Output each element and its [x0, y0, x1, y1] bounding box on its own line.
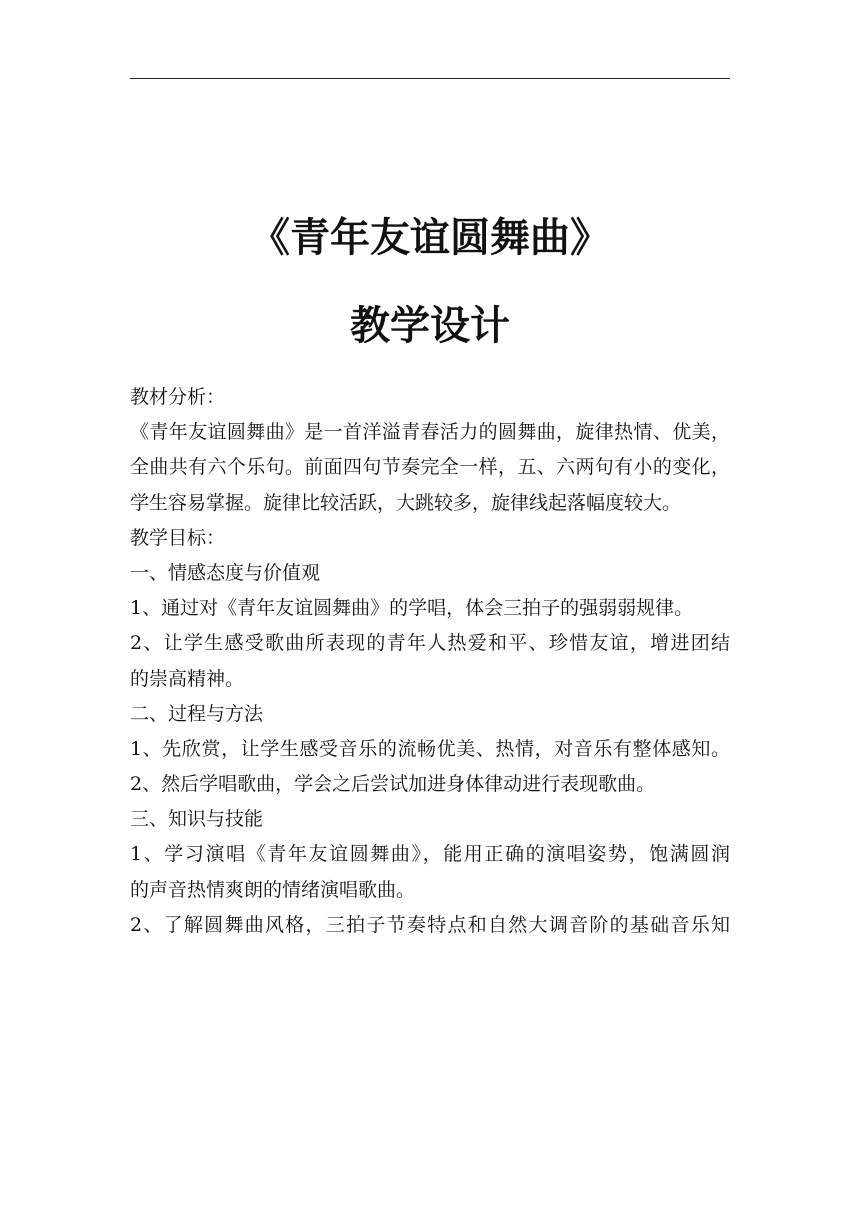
text-line: 的崇高精神。: [130, 667, 245, 690]
text-line: 三、知识与技能: [130, 808, 264, 831]
text-line: 2、了解圆舞曲风格，三拍子节奏特点和自然大调音阶的基础音乐知: [130, 913, 730, 936]
text-line: 2、让学生感受歌曲所表现的青年人热爱和平、珍惜友谊，增进团结: [130, 632, 730, 655]
text-line: 二、过程与方法: [130, 702, 264, 725]
text-line: 1、学习演唱《青年友谊圆舞曲》，能用正确的演唱姿势，饱满圆润: [130, 843, 730, 866]
document-title: 《青年友谊圆舞曲》: [250, 215, 610, 261]
text-line: 教学目标：: [130, 526, 226, 549]
document-subtitle: 教学设计: [350, 303, 510, 349]
text-line: 1、先欣赏，让学生感受音乐的流畅优美、热情，对音乐有整体感知。: [130, 737, 730, 760]
text-line: 的声音热情爽朗的情绪演唱歌曲。: [130, 878, 416, 901]
text-line: 1、通过对《青年友谊圆舞曲》的学唱，体会三拍子的强弱弱规律。: [130, 597, 694, 620]
text-line: 一、情感态度与价值观: [130, 561, 321, 584]
text-line: 2、然后学唱歌曲，学会之后尝试加进身体律动进行表现歌曲。: [130, 773, 656, 796]
header-rule: [130, 78, 730, 79]
text-line: 全曲共有六个乐句。前面四句节奏完全一样，五、六两句有小的变化，: [130, 456, 730, 479]
text-line: 教材分析：: [130, 386, 226, 408]
text-line: 《青年友谊圆舞曲》是一首洋溢青春活力的圆舞曲，旋律热情、优美，: [130, 421, 730, 444]
document-body: [130, 380, 730, 943]
text-line: 学生容易掌握。旋律比较活跃，大跳较多，旋律线起落幅度较大。: [130, 491, 682, 514]
